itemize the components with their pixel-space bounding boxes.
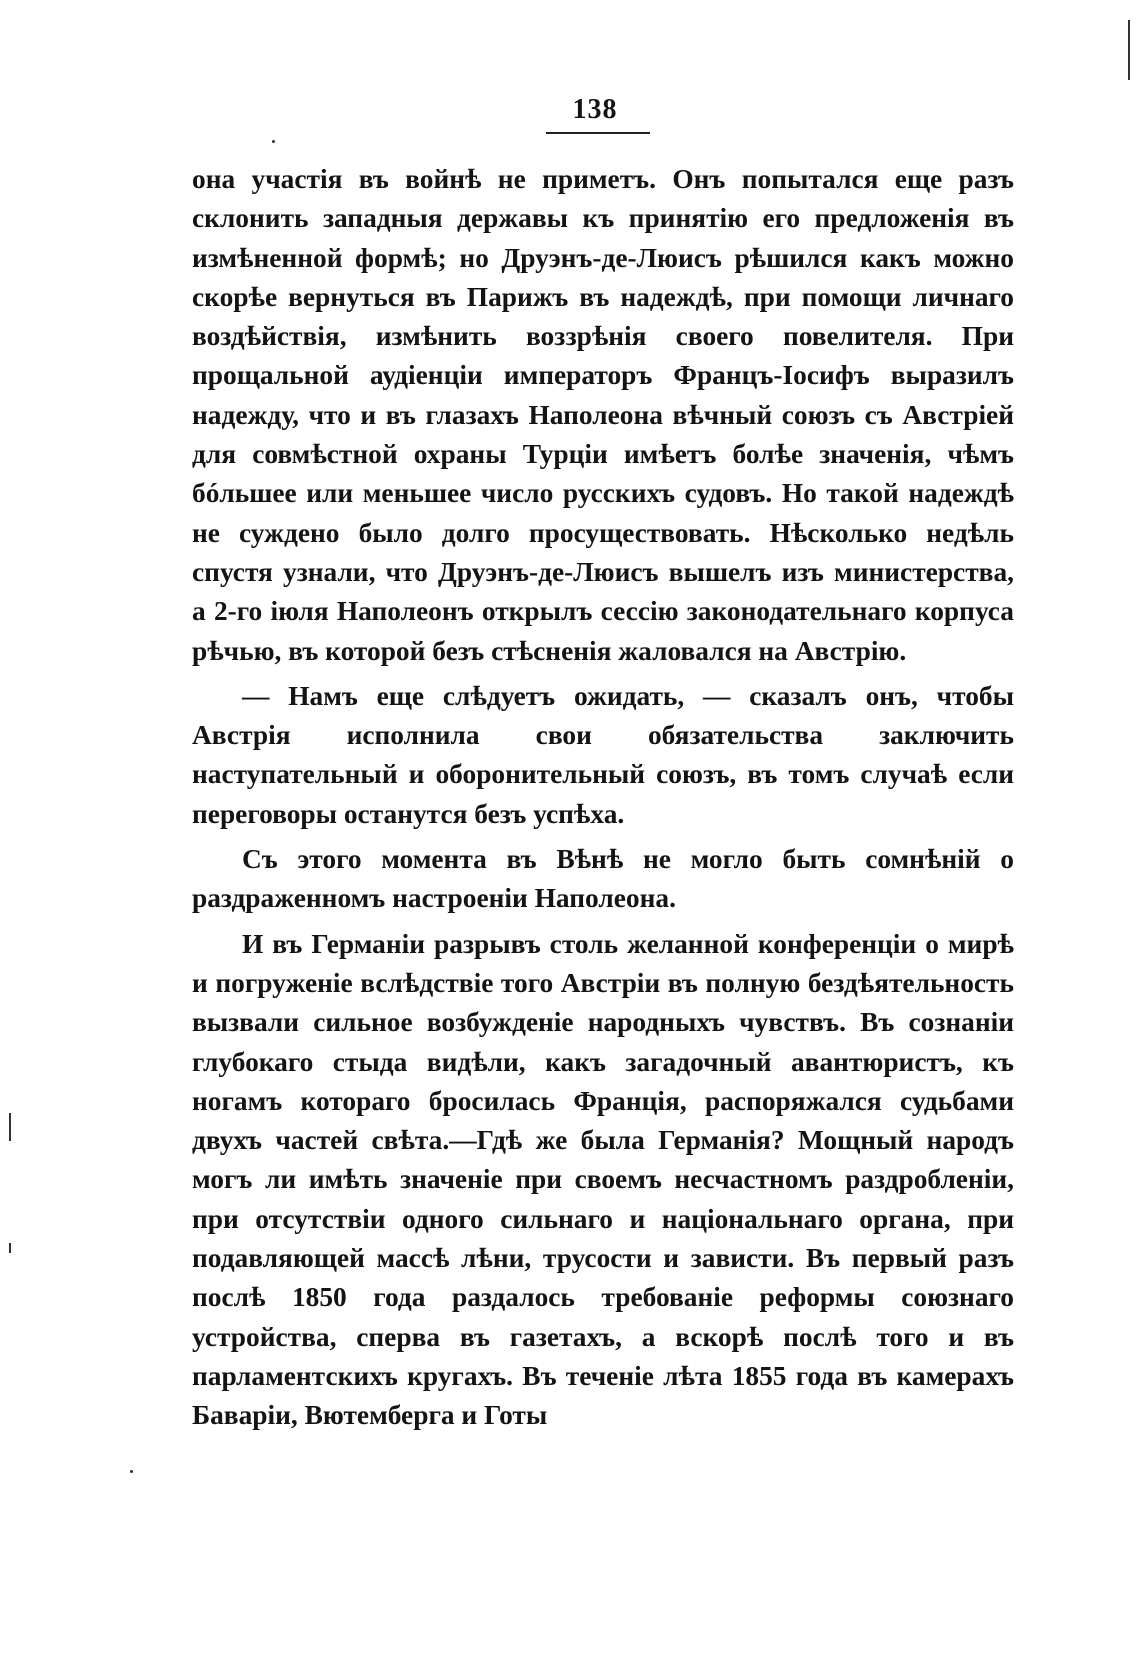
scan-speck: [272, 140, 275, 143]
paragraph-2: — Намъ еще слѣдуетъ ожидать, — сказалъ онъ, чтобы Австрія исполнила свои обязательства заключить наступательный и оборонительный союзъ, въ томъ случаѣ если переговоры останутся безъ успѣха.: [192, 680, 1014, 829]
paragraph-3: Съ этого момента въ Вѣнѣ не могло быть сомнѣній о раздраженномъ настроеніи Наполеона.: [192, 844, 1014, 914]
paragraph-1: она участія въ войнѣ не приметъ. Онъ попытался еще разъ склонить западныя державы къ принятію его предложенія въ измѣненной формѣ; но Друэнъ-де-Люисъ рѣшился какъ можно скорѣе вернуться въ Парижъ въ надеждѣ, при помощи личнаго воздѣйствія, измѣнить воззрѣнія своего повелителя. При прощальной аудіенціи императоръ Францъ-Іосифъ выразилъ надежду, что и въ глазахъ Наполеона вѣчный союзъ съ Австріей для совмѣстной охраны Турціи имѣетъ болѣе значенія, чѣмъ бóльшее или меньшее число русскихъ судовъ. Но такой надеждѣ не суждено было долго просуществовать. Нѣсколько недѣль спустя узнали, что Друэнъ-де-Люисъ вышелъ изъ министерства, а 2-го іюля Наполеонъ открылъ сессію законодательнаго корпуса рѣчью, въ которой безъ стѣсненія жаловался на Австрію.: [192, 164, 1014, 666]
body-text: [192, 160, 1014, 1442]
paragraph-4: И въ Германіи разрывъ столь желанной конференціи о мирѣ и погруженіе вслѣдствіе того Австріи въ полную бездѣятельность вызвали сильное возбужденіе народныхъ чувствъ. Въ сознаніи глубокаго стыда видѣли, какъ загадочный авантюристъ, къ ногамъ котораго бросилась Франція, распоряжался судьбами двухъ частей свѣта.—Гдѣ же была Германія? Мощный народъ могъ ли имѣть значеніе при своемъ несчастномъ раздробленіи, при отсутствіи одного сильнаго и національнаго органа, при подавляющей массѣ лѣни, трусости и зависти. Въ первый разъ послѣ 1850 года раздалось требованіе реформы союзнаго устройства, сперва въ газетахъ, а вскорѣ послѣ того и въ парламентскихъ кругахъ. Въ теченіе лѣта 1855 года въ камерахъ Баваріи, Вютемберга и Готы: [192, 928, 1014, 1431]
scan-speck: [130, 1470, 133, 1473]
scan-margin-mark: [9, 1113, 11, 1141]
page-number-rule: [546, 132, 650, 134]
page-number: 138: [572, 94, 618, 125]
scan-margin-mark: [9, 1243, 11, 1253]
scan-margin-mark: [1128, 20, 1130, 80]
